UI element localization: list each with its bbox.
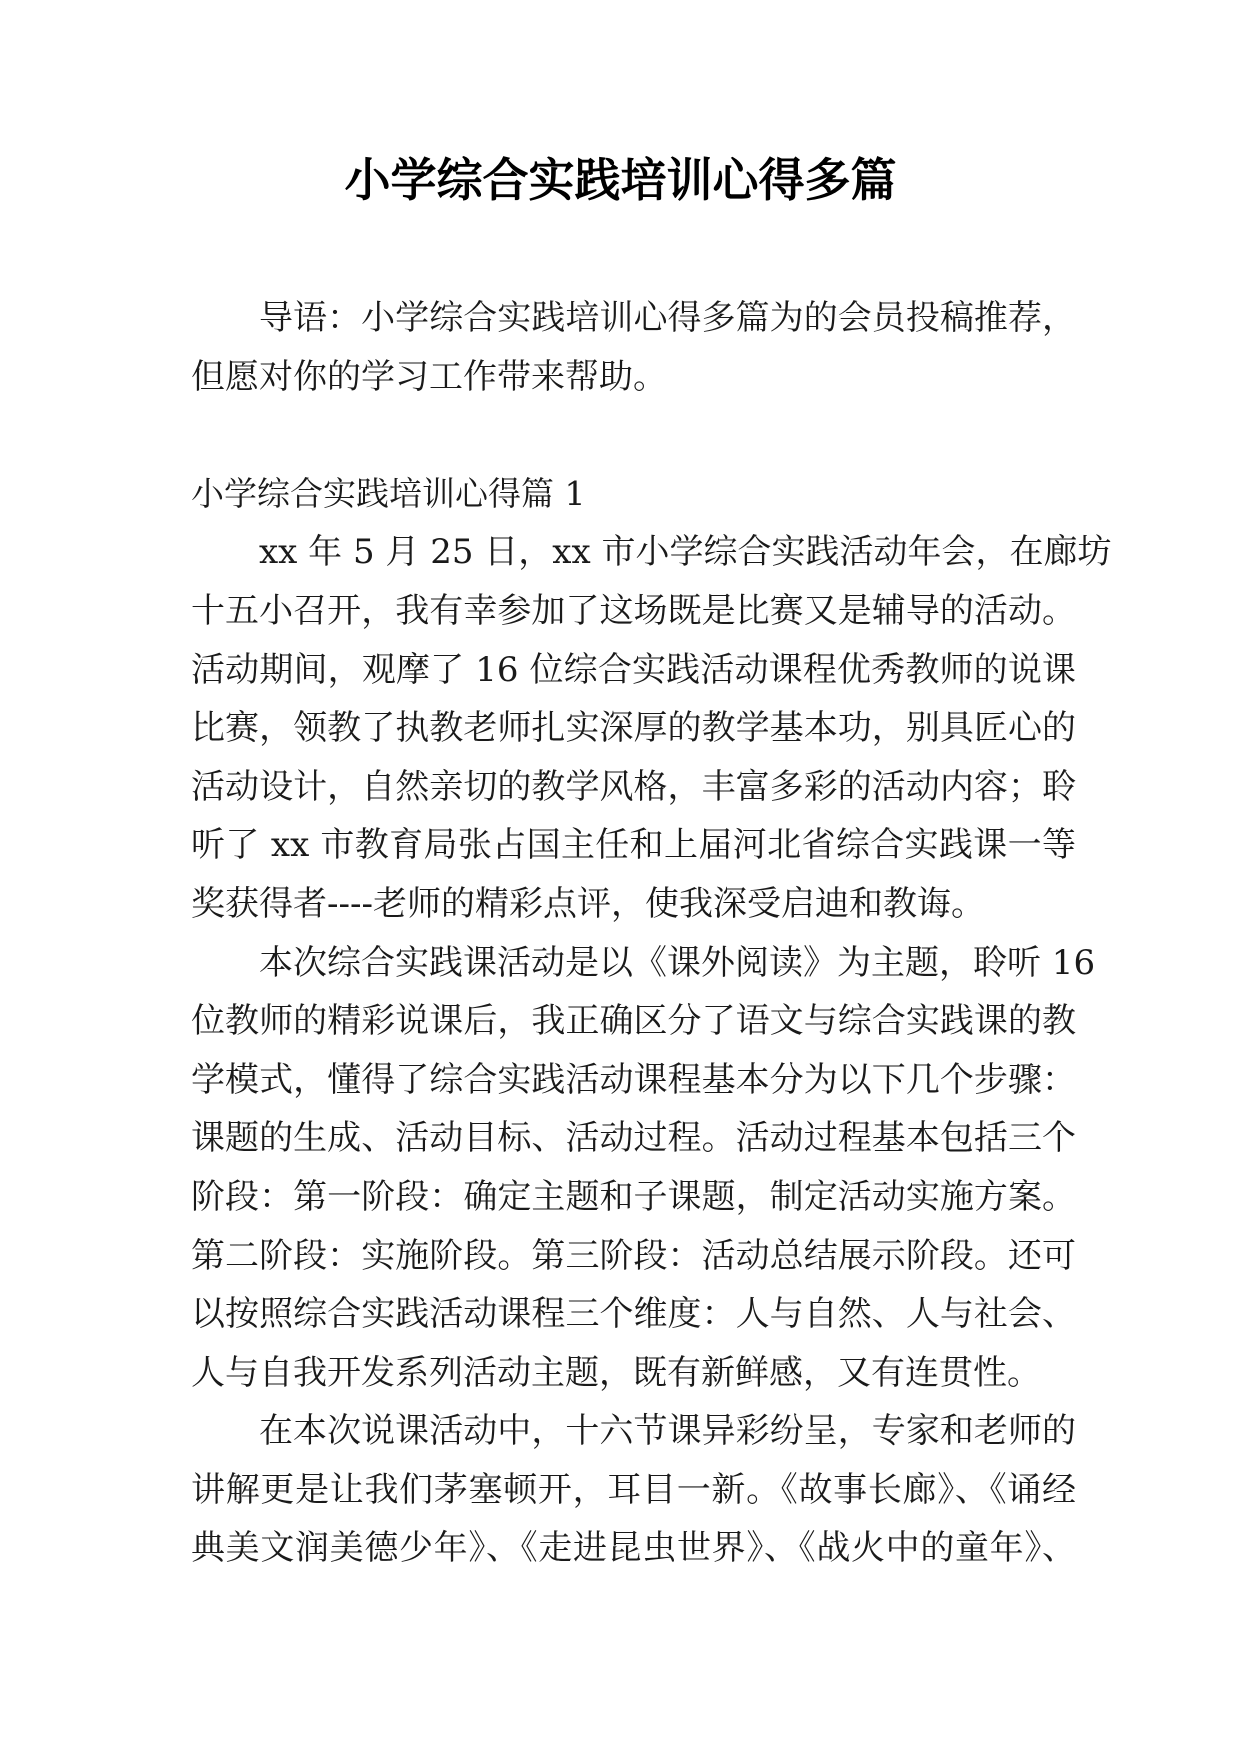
body-paragraph <box>191 1402 1076 1578</box>
body-line: 学模式，懂得了综合实践活动课程基本分为以下几个步骤： <box>191 1059 1076 1100</box>
document-body <box>191 289 1112 1578</box>
body-line: 听了 xx 市教育局张占国主任和上届河北省综合实践课一等 <box>191 825 1076 866</box>
body-line: 活动设计，自然亲切的教学风格，丰富多彩的活动内容；聆 <box>191 766 1076 807</box>
intro-paragraph <box>191 289 1076 406</box>
body-paragraph <box>191 934 1096 1403</box>
body-line: 阶段：第一阶段：确定主题和子课题，制定活动实施方案。 <box>191 1176 1076 1217</box>
body-line: 十五小召开，我有幸参加了这场既是比赛又是辅导的活动。 <box>191 590 1076 631</box>
blank-line <box>191 406 1076 465</box>
body-paragraph <box>191 523 1112 933</box>
body-line: 位教师的精彩说课后，我正确区分了语文与综合实践课的教 <box>191 1001 1076 1042</box>
body-line: 以按照综合实践活动课程三个维度：人与自然、人与社会、 <box>191 1294 1076 1335</box>
document-title: 小学综合实践培训心得多篇 <box>344 153 897 207</box>
body-line: 活动期间，观摩了 16 位综合实践活动课程优秀教师的说课 <box>191 649 1076 690</box>
body-line: xx 年 5 月 25 日，xx 市小学综合实践活动年会，在廊坊 <box>259 532 1112 573</box>
body-line: 人与自我开发系列活动主题，既有新鲜感，又有连贯性。 <box>191 1352 1041 1393</box>
body-line: 典美文润美德少年》、《走进昆虫世界》、《战火中的童年》、 <box>191 1528 1076 1569</box>
body-line: 奖获得者----老师的精彩点评，使我深受启迪和教诲。 <box>191 883 985 924</box>
body-line: 本次综合实践课活动是以《课外阅读》为主题，聆听 16 <box>259 942 1096 983</box>
body-line: 课题的生成、活动目标、活动过程。活动过程基本包括三个 <box>191 1118 1076 1159</box>
intro-line: 但愿对你的学习工作带来帮助。 <box>191 356 667 397</box>
body-line: 在本次说课活动中，十六节课异彩纷呈，专家和老师的 <box>259 1411 1076 1452</box>
body-line: 比赛，领教了执教老师扎实深厚的教学基本功，别具匠心的 <box>191 708 1076 749</box>
intro-line: 导语：小学综合实践培训心得多篇为的会员投稿推荐， <box>259 298 1076 338</box>
body-line: 第二阶段：实施阶段。第三阶段：活动总结展示阶段。还可 <box>191 1235 1076 1276</box>
body-line: 讲解更是让我们茅塞顿开，耳目一新。《故事长廊》、《诵经 <box>191 1469 1076 1510</box>
section-heading: 小学综合实践培训心得篇 1 <box>191 473 586 513</box>
